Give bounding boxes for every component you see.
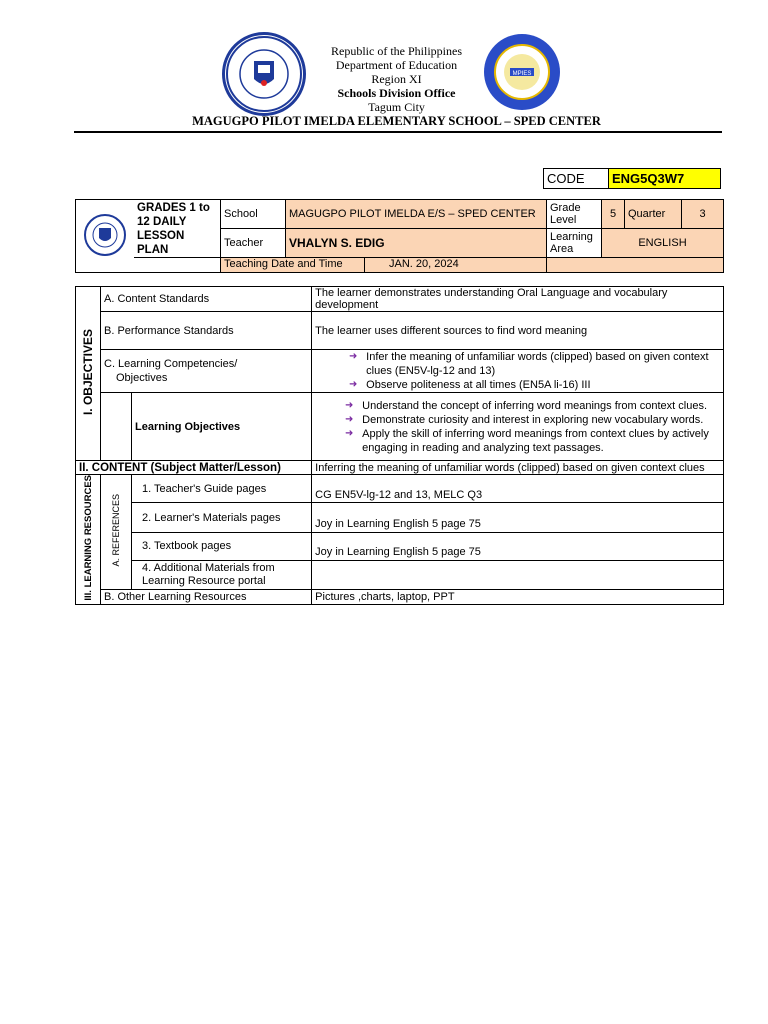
competencies-label-line2: Objectives	[116, 372, 168, 384]
competency-text: Infer the meaning of unfamiliar words (clipped) based on given context clues (EN5V-lg-12 and 13)	[366, 351, 709, 377]
school-seal	[482, 32, 562, 112]
date-blank	[547, 258, 724, 273]
list-item	[342, 427, 720, 455]
objectives-section-cell	[76, 287, 101, 461]
area-label: Learning Area	[547, 229, 602, 258]
resource-label: 1. Teacher's Guide pages	[132, 475, 312, 503]
competencies-label	[101, 350, 312, 393]
lesson-table	[75, 286, 724, 605]
list-item	[342, 413, 720, 427]
school-value: MAGUGPO PILOT IMELDA E/S – SPED CENTER	[286, 200, 547, 229]
arrow-bullet-icon: ➜	[348, 379, 358, 390]
header-rule	[74, 131, 722, 133]
resource-label: 4. Additional Materials from Learning Resource portal	[132, 561, 312, 590]
learning-obj-text: Demonstrate curiosity and interest in exploring new vocabulary words.	[362, 413, 704, 426]
arrow-bullet-icon: ➜	[348, 351, 358, 362]
performance-standards-label: B. Performance Standards	[101, 312, 312, 350]
list-item	[346, 378, 720, 392]
header-city: Tagum City	[368, 100, 425, 114]
resource-value: Joy in Learning English 5 page 75	[312, 532, 724, 560]
plan-title: GRADES 1 to 12 DAILY LESSON PLAN	[134, 200, 221, 258]
arrow-bullet-icon: ➜	[344, 399, 354, 411]
code-value: ENG5Q3W7	[609, 169, 721, 189]
code-label: CODE	[544, 169, 609, 189]
quarter-label: Quarter	[625, 200, 682, 229]
content-standards-value: The learner demonstrates understanding Oral Language and vocabulary development	[312, 287, 724, 312]
learning-obj-text: Understand the concept of inferring word meanings from context clues.	[362, 399, 708, 412]
header-republic: Republic of the Philippines	[331, 44, 462, 58]
teacher-value: VHALYN S. EDIG	[286, 229, 547, 258]
content-label: II. CONTENT (Subject Matter/Lesson)	[76, 461, 312, 475]
content-value: Inferring the meaning of unfamiliar words (clipped) based on given context clues	[312, 461, 724, 475]
date-value: JAN. 20, 2024	[389, 258, 459, 270]
competencies-list	[312, 350, 724, 393]
header-department: Department of Education	[335, 58, 458, 72]
competency-text: Observe politeness at all times (EN5A li-16) III	[366, 379, 591, 391]
teacher-label: Teacher	[221, 229, 286, 258]
header-region: Region XI	[371, 72, 422, 86]
list-item	[342, 399, 720, 413]
resources-section-label: III. LEARNING RESOURCES	[82, 475, 94, 601]
resource-value: CG EN5V-lg-12 and 13, MELC Q3	[312, 475, 724, 503]
title-spacer	[134, 258, 221, 273]
other-resources-value: Pictures ,charts, laptop, PPT	[312, 590, 724, 604]
info-table	[75, 199, 724, 273]
date-label	[221, 258, 547, 273]
area-value: ENGLISH	[602, 229, 724, 258]
resource-value: Joy in Learning English 5 page 75	[312, 503, 724, 532]
learning-obj-list	[312, 393, 724, 461]
quarter-value: 3	[682, 200, 724, 229]
header-division: Schools Division Office	[337, 86, 456, 100]
grade-value: 5	[602, 200, 625, 229]
code-box	[543, 168, 721, 189]
content-standards-label: A. Content Standards	[101, 287, 312, 312]
list-item	[346, 350, 720, 378]
arrow-bullet-icon: ➜	[344, 413, 354, 425]
resource-label: 2. Learner's Materials pages	[132, 503, 312, 532]
school-label: School	[221, 200, 286, 229]
resource-label: 3. Textbook pages	[132, 532, 312, 560]
resource-value	[312, 561, 724, 590]
other-resources-label: B. Other Learning Resources	[101, 590, 312, 604]
competencies-label-line1: C. Learning Competencies/	[104, 358, 238, 370]
objectives-section-label: I. OBJECTIVES	[81, 328, 95, 416]
info-logo-cell	[76, 200, 135, 273]
deped-small-seal-icon	[83, 213, 127, 257]
arrow-bullet-icon: ➜	[344, 427, 354, 439]
learning-obj-label: Learning Objectives	[132, 393, 312, 461]
resources-section-cell	[76, 475, 101, 605]
references-cell	[101, 475, 132, 590]
learning-obj-spacer	[101, 393, 132, 461]
performance-standards-value: The learner uses different sources to find word meaning	[312, 312, 724, 350]
references-label: A. REFERENCES	[111, 494, 121, 567]
learning-obj-text: Apply the skill of inferring word meanings from context clues by actively engaging in reading and analyzing text passages.	[362, 427, 709, 454]
grade-label: Grade Level	[547, 200, 602, 229]
svg-text:MPIES: MPIES	[512, 71, 532, 77]
date-label-text: Teaching Date and Time	[221, 258, 365, 272]
school-title: MAGUGPO PILOT IMELDA ELEMENTARY SCHOOL – SPED CENTER	[192, 114, 601, 128]
